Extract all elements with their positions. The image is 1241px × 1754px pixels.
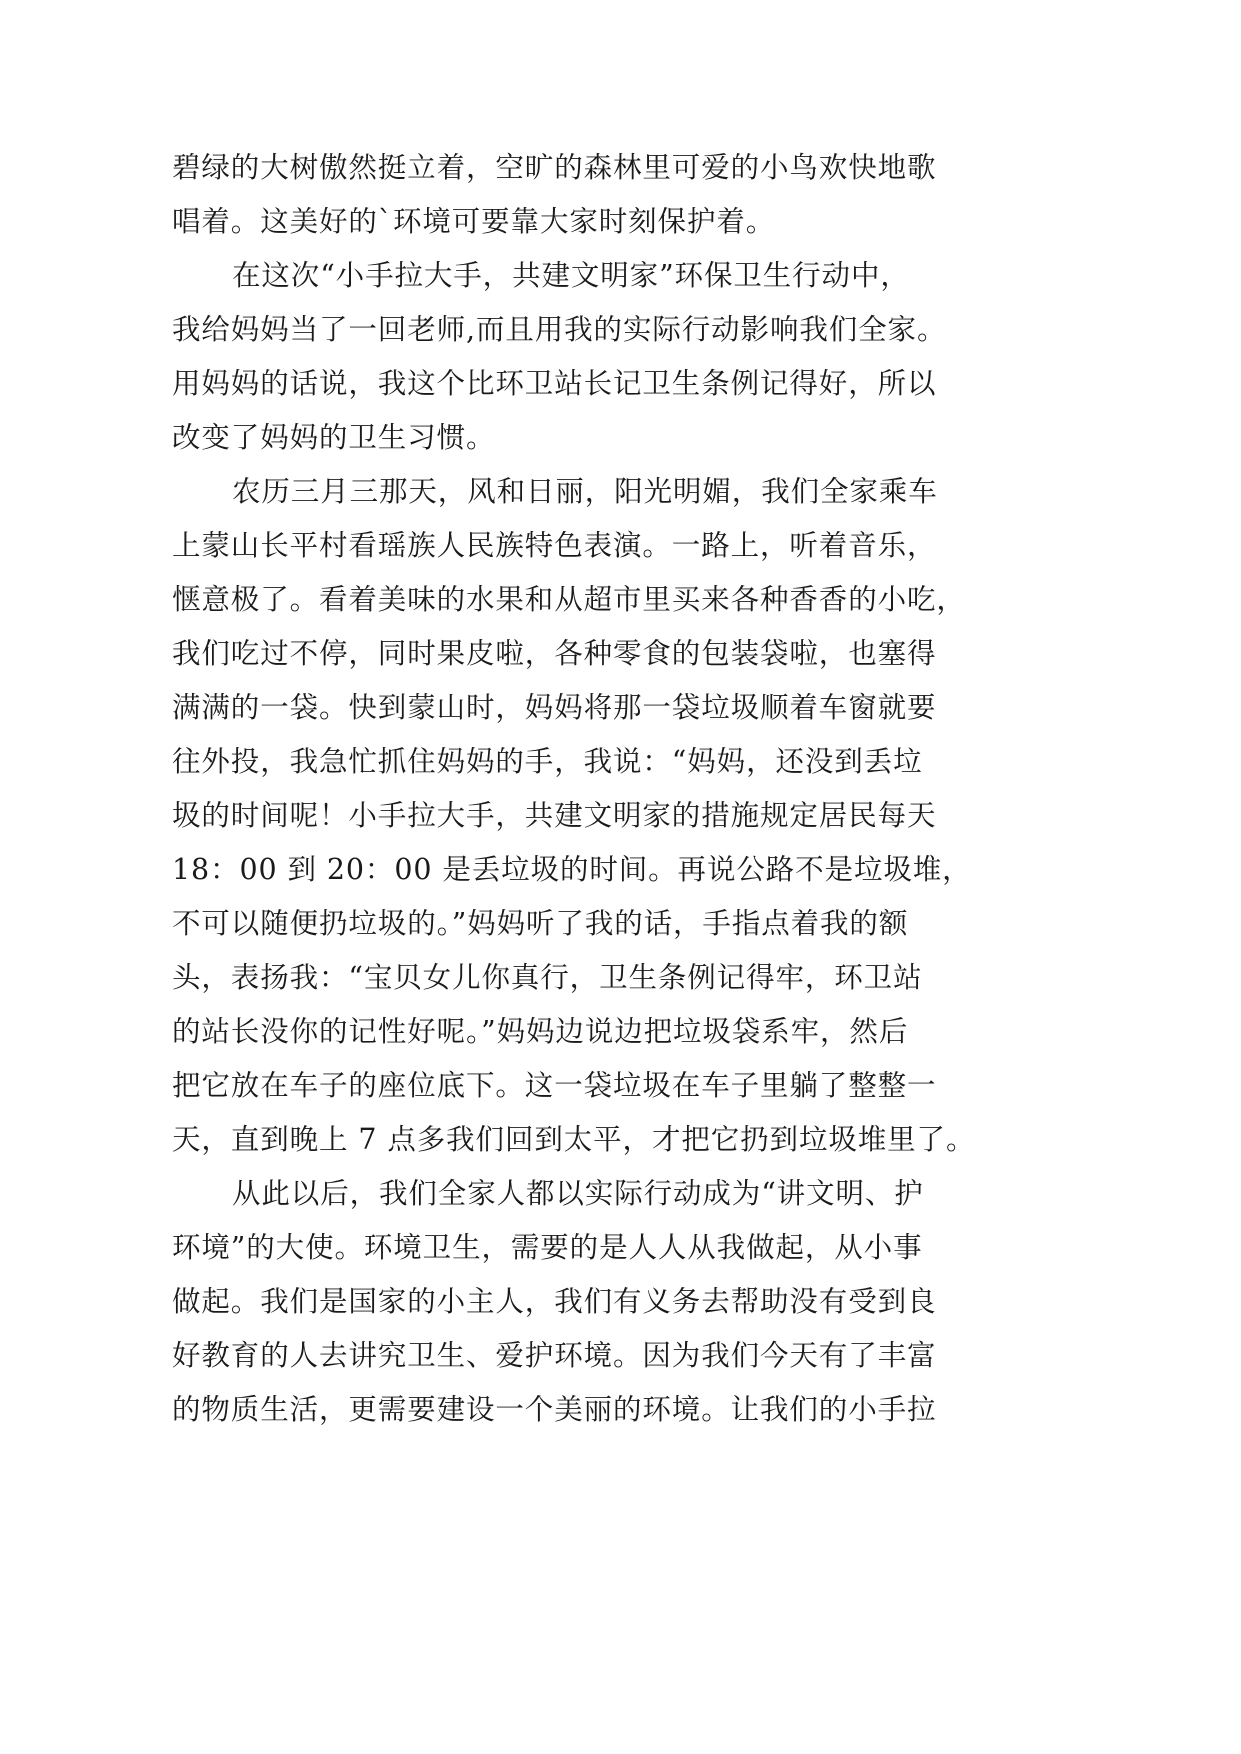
text-line: 环境”的大使。环境卫生，需要的是人人从我做起，从小事 (172, 1231, 923, 1264)
text-line: 圾的时间呢！小手拉大手，共建文明家的措施规定居民每天 (172, 799, 937, 832)
text-line: 的站长没你的记性好呢。”妈妈边说边把垃圾袋系牢，然后 (172, 1015, 909, 1048)
text-line: 天，直到晚上 7 点多我们回到太平，才把它扔到垃圾堆里了。 (172, 1123, 976, 1156)
text-line: 把它放在车子的座位底下。这一袋垃圾在车子里躺了整整一 (172, 1069, 937, 1102)
text-line: 我给妈妈当了一回老师,而且用我的实际行动影响我们全家。 (172, 313, 947, 346)
body-text (172, 148, 976, 1444)
text-line: 18：00 到 20：00 是丢垃圾的时间。再说公路不是垃圾堆， (172, 853, 972, 886)
text-line: 好教育的人去讲究卫生、爱护环境。因为我们今天有了丰富 (172, 1339, 937, 1372)
text-line: 上蒙山长平村看瑶族人民族特色表演。一路上，听着音乐， (172, 529, 937, 562)
text-line: 做起。我们是国家的小主人，我们有义务去帮助没有受到良 (172, 1285, 937, 1318)
text-line: 惬意极了。看着美味的水果和从超市里买来各种香香的小吃， (172, 583, 966, 616)
text-line: 改变了妈妈的卫生习惯。 (172, 421, 496, 454)
text-line: 不可以随便扔垃圾的。”妈妈听了我的话，手指点着我的额 (172, 907, 909, 940)
text-line: 碧绿的大树傲然挺立着，空旷的森林里可爱的小鸟欢快地歌 (172, 151, 937, 184)
text-line: 用妈妈的话说，我这个比环卫站长记卫生条例记得好，所以 (172, 367, 937, 400)
text-line: 往外投，我急忙抓住妈妈的手，我说：“妈妈，还没到丢垃 (172, 745, 923, 778)
text-line: 满满的一袋。快到蒙山时，妈妈将那一袋垃圾顺着车窗就要 (172, 691, 937, 724)
paragraph-first-line: 在这次“小手拉大手，共建文明家”环保卫生行动中， (232, 259, 910, 292)
text-line: 我们吃过不停，同时果皮啦，各种零食的包装袋啦，也塞得 (172, 637, 937, 670)
text-line: 唱着。这美好的`环境可要靠大家时刻保护着。 (172, 205, 776, 238)
text-line: 头，表扬我：“宝贝女儿你真行，卫生条例记得牢，环卫站 (172, 961, 923, 994)
text-line: 的物质生活，更需要建设一个美丽的环境。让我们的小手拉 (172, 1393, 937, 1426)
paragraph-first-line: 从此以后，我们全家人都以实际行动成为“讲文明、护 (232, 1177, 924, 1210)
paragraph-first-line: 农历三月三那天，风和日丽，阳光明媚，我们全家乘车 (232, 475, 938, 508)
